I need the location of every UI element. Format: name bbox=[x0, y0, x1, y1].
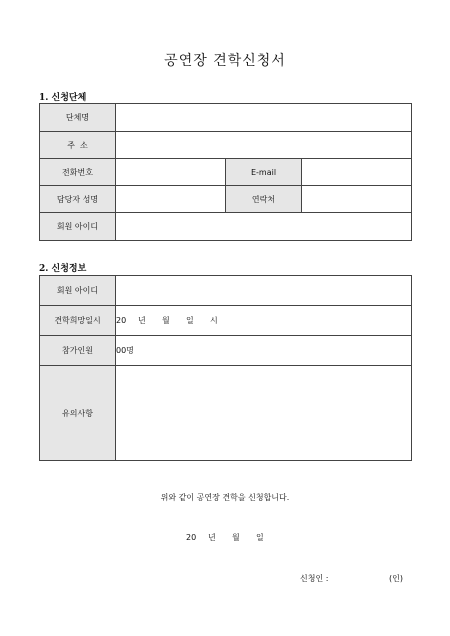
contact-label: 연락처 bbox=[226, 186, 302, 213]
request-member-id-field[interactable] bbox=[116, 276, 412, 306]
visit-year-prefix: 20 bbox=[116, 316, 127, 325]
attendees-field[interactable]: 00명 bbox=[116, 336, 412, 366]
seal-label: (인) bbox=[389, 574, 403, 583]
row-visit-datetime bbox=[40, 306, 412, 336]
applicant-group-table bbox=[39, 103, 412, 241]
phone-field[interactable] bbox=[116, 159, 226, 186]
email-label: E-mail bbox=[226, 159, 302, 186]
visit-datetime-field[interactable] bbox=[116, 306, 412, 336]
request-info-table bbox=[39, 275, 412, 461]
row-request-member-id bbox=[40, 276, 412, 306]
member-id-label: 회원 아이디 bbox=[40, 213, 116, 241]
notes-label: 유의사항 bbox=[40, 366, 116, 461]
row-member-id bbox=[40, 213, 412, 241]
manager-name-field[interactable] bbox=[116, 186, 226, 213]
visit-hour-unit: 시 bbox=[210, 316, 218, 325]
application-date bbox=[186, 532, 264, 543]
row-phone-email bbox=[40, 159, 412, 186]
date-month-unit: 월 bbox=[232, 533, 240, 542]
date-day-unit: 일 bbox=[256, 533, 264, 542]
org-name-field[interactable] bbox=[116, 104, 412, 132]
visit-datetime-label: 견학희망일시 bbox=[40, 306, 116, 336]
contact-field[interactable] bbox=[302, 186, 412, 213]
row-address bbox=[40, 132, 412, 159]
email-field[interactable] bbox=[302, 159, 412, 186]
date-year-unit: 년 bbox=[208, 533, 216, 542]
applicant-label: 신청인 : bbox=[300, 574, 329, 583]
org-name-label: 단체명 bbox=[40, 104, 116, 132]
visit-day-unit: 일 bbox=[186, 316, 194, 325]
row-manager-contact bbox=[40, 186, 412, 213]
attendees-label: 참가인원 bbox=[40, 336, 116, 366]
section-heading-request-info: 2. 신청정보 bbox=[39, 264, 87, 274]
visit-month-unit: 월 bbox=[162, 316, 170, 325]
section-heading-applicant-group: 1. 신청단체 bbox=[39, 93, 87, 103]
row-attendees bbox=[40, 336, 412, 366]
date-year-prefix: 20 bbox=[186, 533, 197, 542]
notes-field[interactable] bbox=[116, 366, 412, 461]
phone-label: 전화번호 bbox=[40, 159, 116, 186]
row-notes bbox=[40, 366, 412, 461]
address-label: 주 소 bbox=[40, 132, 116, 159]
visit-year-unit: 년 bbox=[138, 316, 146, 325]
member-id-field[interactable] bbox=[116, 213, 412, 241]
document-title: 공연장 견학신청서 bbox=[164, 53, 286, 69]
address-field[interactable] bbox=[116, 132, 412, 159]
request-member-id-label: 회원 아이디 bbox=[40, 276, 116, 306]
manager-name-label: 담당자 성명 bbox=[40, 186, 116, 213]
row-org-name bbox=[40, 104, 412, 132]
application-statement: 위와 같이 공연장 견학을 신청합니다. bbox=[160, 493, 290, 502]
